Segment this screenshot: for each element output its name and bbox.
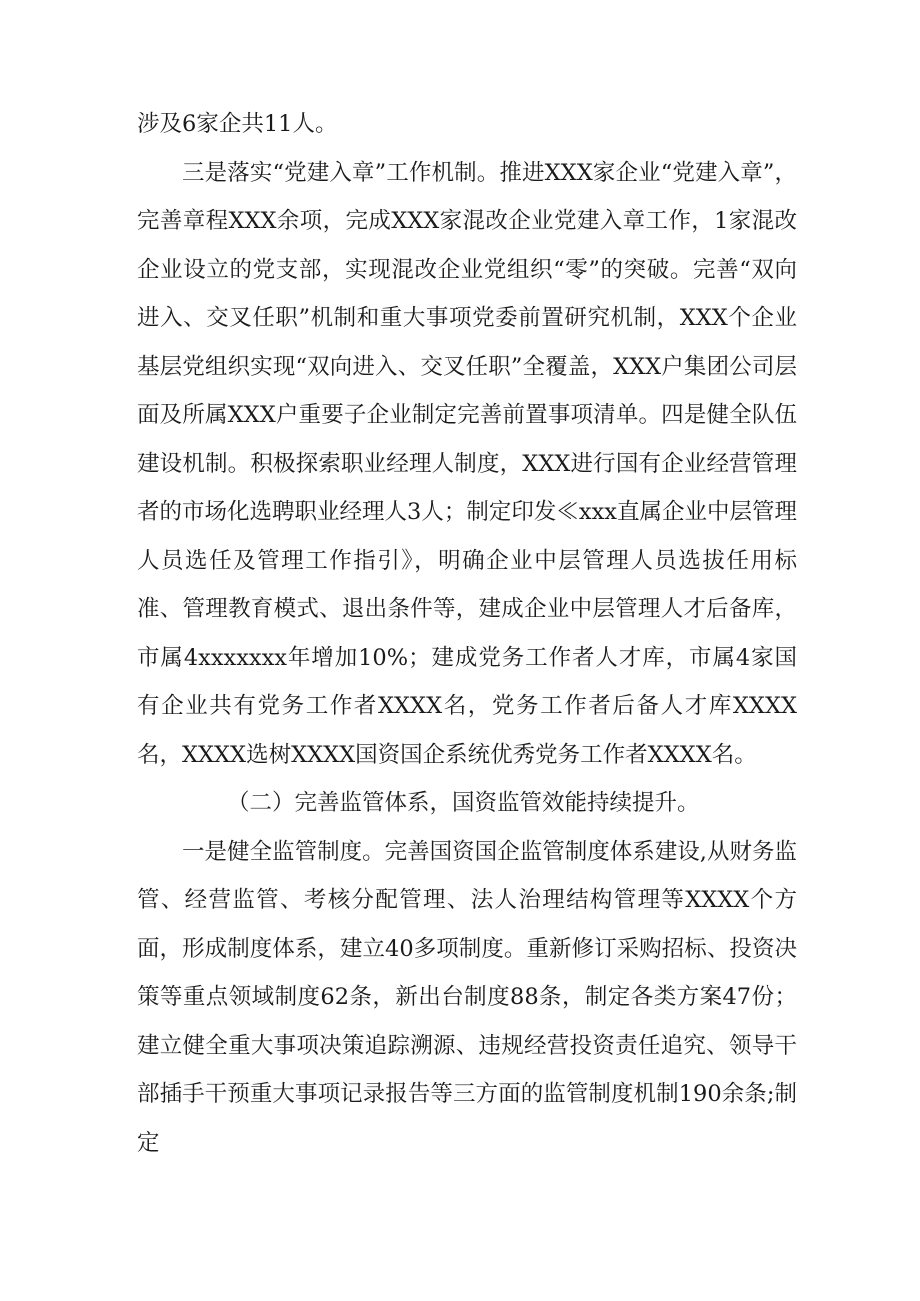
paragraph-continuation: 涉及6家企共11人。 xyxy=(137,111,338,137)
document-body xyxy=(137,100,797,1167)
paragraph-supervision: 一是健全监管制度。完善国资国企监管制度体系建设,从财务监管、经营监管、考核分配管理、法人治理结构管理等XXXX个方面，形成制度体系，建立40多项制度。重新修订采购招标、投资决策等重点领域制度62条，新出台制度88条，制定各类方案47份；建立健全重大事项决策追踪溯源、违规经营投资责任追究、领导干部插手干预重大事项记录报告等三方面的监管制度机制190余条;制定 xyxy=(137,838,797,1156)
section-heading: （二）完善监管体系，国资监管效能持续提升。 xyxy=(227,790,700,816)
paragraph-party-building: 三是落实“党建入章”工作机制。推进XXX家企业“党建入章”，完善章程XXX余项，完成XXX家混改企业党建入章工作，1家混改企业设立的党支部，实现混改企业党组织“零”的突破。完善“双向进入、交叉任职”机制和重大事项党委前置研究机制，XXX个企业基层党组织实现“双向进入、交叉任职”全覆盖，XXX户集团公司层面及所属XXX户重要子企业制定完善前置事项清单。四是健全队伍建设机制。积极探索职业经理人制度，XXX进行国有企业经营管理者的市场化选聘职业经理人3人；制定印发≪xxx直属企业中层管理人员选任及管理工作指引》，明确企业中层管理人员选拔任用标准、管理教育模式、退出条件等，建成企业中层管理人才后备库，市属4xxxxxxx年增加10%；建成党务工作者人才库，市属4家国有企业共有党务工作者XXXX名，党务工作者后备人才库XXXX名，XXXX选树XXXX国资国企系统优秀党务工作者XXXX名。 xyxy=(137,159,797,768)
